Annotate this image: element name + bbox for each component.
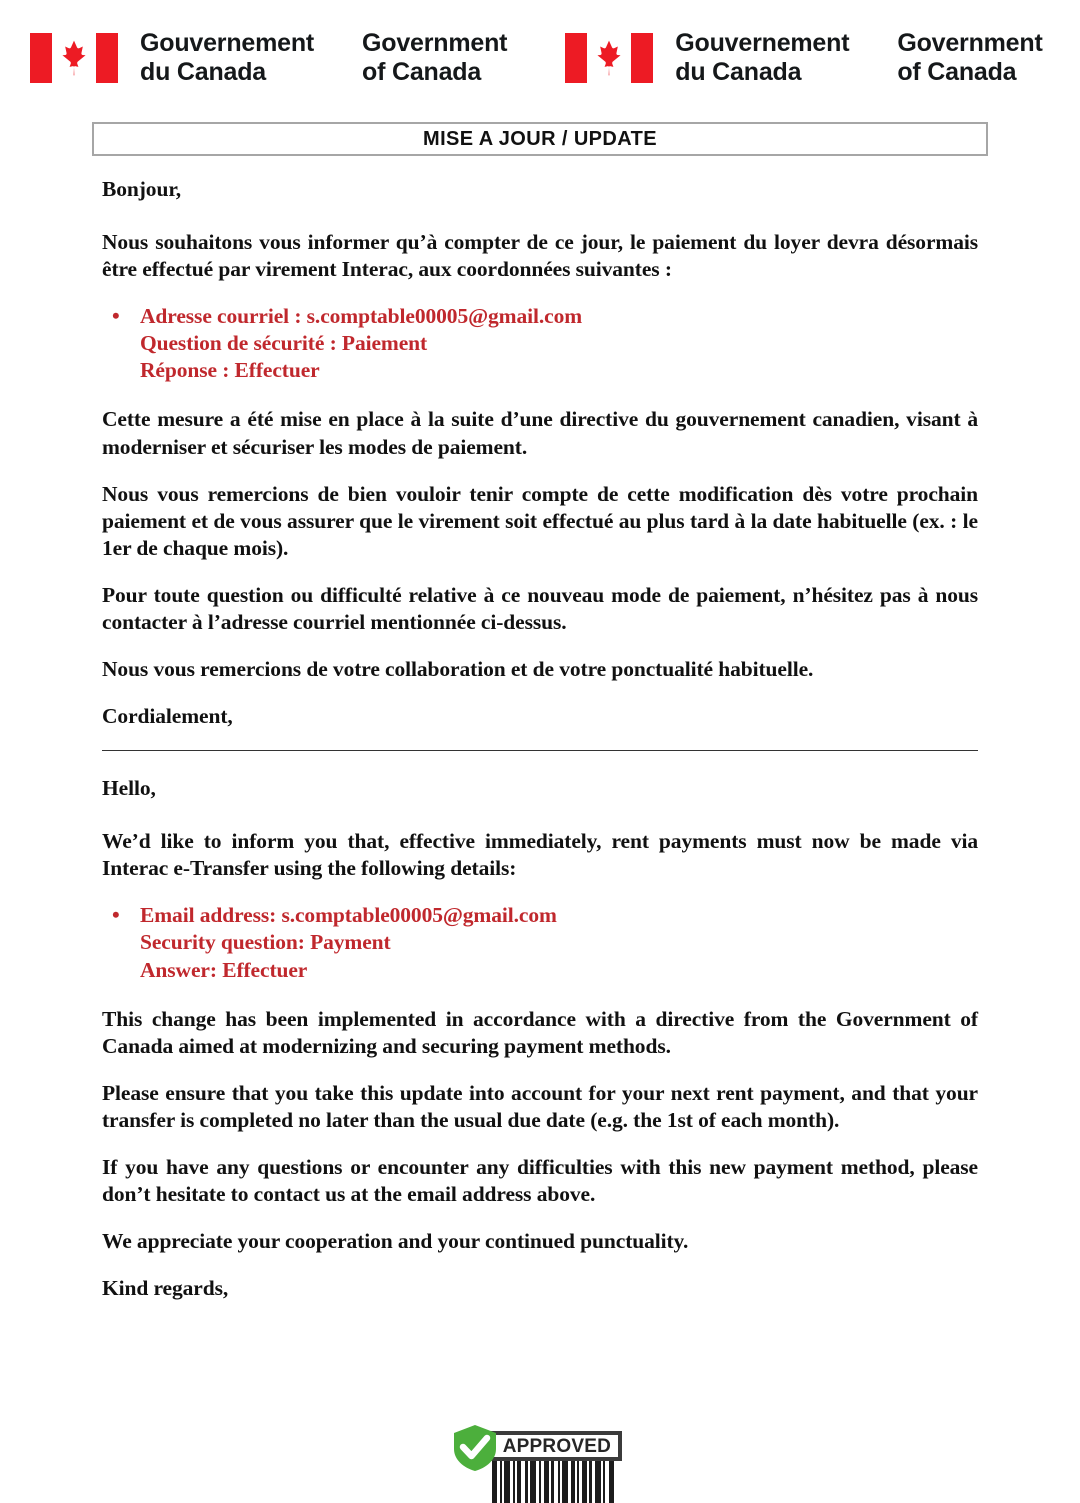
wordmark-fr-line2: du Canada (675, 58, 802, 86)
english-thanks-paragraph: We appreciate your cooperation and your continued punctuality. (102, 1229, 689, 1254)
barcode-icon (492, 1458, 620, 1503)
maple-leaf-icon (587, 33, 631, 83)
document-body (102, 176, 978, 1322)
english-intro-paragraph: We’d like to inform you that, effective immediately, rent payments must now be made via Interac e-Transfer using the following details: (102, 829, 978, 881)
english-payment-details-list (102, 902, 978, 983)
approved-stamp (452, 1424, 628, 1503)
french-intro-paragraph: Nous souhaitons vous informer qu’à compter de ce jour, le paiement du loyer devra désormais être effectué par virement Interac, aux coordonnées suivantes : (102, 230, 978, 282)
list-item: Security question: Payment (140, 930, 391, 955)
wordmark-en-line2: of Canada (897, 58, 1017, 86)
flag-bar-left (565, 33, 587, 83)
list-item: Question de sécurité : Paiement (140, 331, 428, 356)
list-item: Réponse : Effectuer (140, 358, 320, 383)
document-title-banner (92, 122, 988, 156)
approved-label-box (482, 1431, 622, 1461)
wordmark-text-primary (140, 29, 507, 88)
canada-flag-icon (565, 33, 653, 83)
government-of-canada-header (30, 18, 1080, 98)
french-signoff: Cordialement, (102, 704, 233, 729)
list-item: Answer: Effectuer (140, 957, 308, 982)
flag-bar-right (631, 33, 653, 83)
approved-label: APPROVED (502, 1435, 611, 1457)
french-next-payment-paragraph: Nous vous remercions de bien vouloir tenir compte de cette modification dès votre prochain paiement et de vous assurer que le virement soit effectué au plus tard à la date habituelle (ex. : le 1er de chaque mois). (102, 481, 978, 560)
wordmark-english-primary (362, 29, 507, 88)
french-greeting: Bonjour, (102, 177, 182, 201)
french-directive-paragraph: Cette mesure a été mise en place à la suite d’une directive du gouvernement canadien, visant à moderniser et sécuriser les modes de paiement. (102, 407, 978, 459)
english-signoff: Kind regards, (102, 1276, 229, 1301)
french-questions-paragraph: Pour toute question ou difficulté relative à ce nouveau mode de paiement, n’hésitez pas à nous contacter à l’adresse courriel mentionnée ci-dessus. (102, 582, 978, 634)
english-questions-paragraph: If you have any questions or encounter any difficulties with this new payment method, please don’t hesitate to contact us at the email address above. (102, 1154, 978, 1207)
wordmark-fr-line1: Gouvernement (675, 28, 850, 57)
wordmark-secondary (565, 29, 1042, 88)
canada-flag-icon (30, 33, 118, 83)
wordmark-french-secondary (675, 29, 849, 88)
page-title: MISE A JOUR / UPDATE (423, 127, 657, 150)
english-next-payment-paragraph: Please ensure that you take this update into account for your next rent payment, and that your transfer is completed no later than the usual due date (e.g. the 1st of each month). (102, 1080, 978, 1132)
wordmark-en-line2: of Canada (362, 58, 482, 86)
flag-bar-left (30, 33, 52, 83)
wordmark-french-primary (140, 29, 314, 88)
french-payment-details-list (102, 303, 978, 384)
wordmark-fr-line1: Gouvernement (140, 28, 315, 57)
wordmark-text-secondary (675, 29, 1042, 88)
wordmark-english-secondary (897, 29, 1042, 88)
section-divider (102, 750, 978, 751)
maple-leaf-icon (52, 33, 96, 83)
wordmark-primary (30, 29, 507, 88)
list-item: • Email address: s.comptable00005@gmail.com (140, 902, 978, 929)
french-thanks-paragraph: Nous vous remercions de votre collaboration et de votre ponctualité habituelle. (102, 657, 814, 682)
english-greeting: Hello, (102, 776, 156, 801)
shield-check-icon (452, 1424, 498, 1472)
wordmark-en-line1: Government (362, 28, 508, 57)
wordmark-en-line1: Government (897, 28, 1043, 57)
flag-bar-right (96, 33, 118, 83)
english-directive-paragraph: This change has been implemented in accordance with a directive from the Government of Canada aimed at modernizing and securing payment methods. (102, 1006, 978, 1058)
list-item: • Adresse courriel : s.comptable00005@gmail.com (140, 303, 978, 330)
wordmark-fr-line2: du Canada (140, 58, 266, 86)
